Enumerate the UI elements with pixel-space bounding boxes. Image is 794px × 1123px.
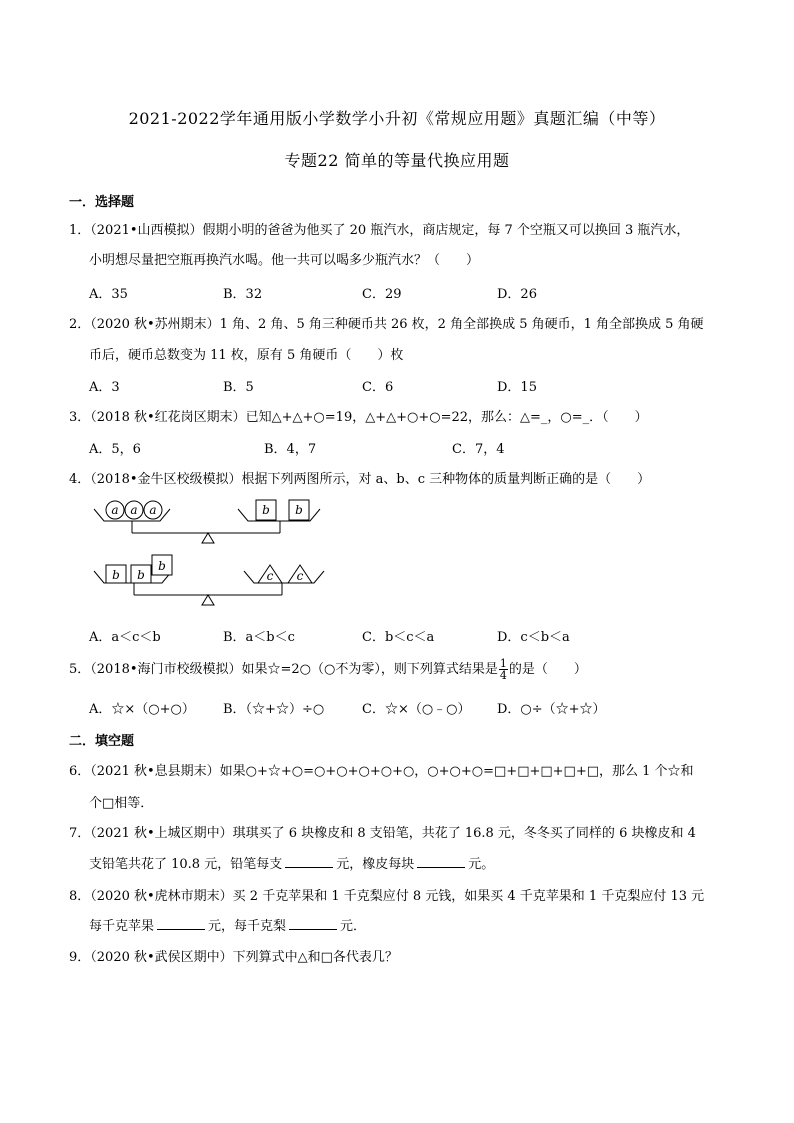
q2-option-b: B．5 [223,380,254,395]
scale2-left-label-3: b [158,559,166,573]
q7-text-c: 元。 [468,857,495,872]
q3-option-c: C．7，4 [452,442,505,457]
q8-text-a: 每千克苹果 [89,919,155,934]
scale2-right-label-1: c [266,569,274,583]
q2-line2: 币后，硬币总数变为 11 枚，原有 5 角硬币（ ）枚 [89,348,404,363]
q5-option-c: C．☆×（○﹣○） [362,702,471,717]
balance-scale-2 [94,555,324,605]
q5-fraction-numerator: 1 [499,657,507,670]
document-subtitle: 专题22 简单的等量代换应用题 [284,151,510,170]
scale1-right-label-2: b [295,503,303,517]
scale1-left-label-2: a [130,503,138,517]
q1-option-d: D．26 [497,287,537,302]
q7-eraser-price-blank[interactable] [417,855,465,868]
scale1-left-label-3: a [149,503,157,517]
section-choice-heading: 一．选择题 [69,195,135,210]
q5-line1 [69,658,587,681]
q5-text-before-fraction: 5．（2018•海门市校级模拟）如果☆=2○（○不为零），则下列算式结果是 [69,662,498,677]
q1-option-a: A．35 [89,287,128,302]
q1-line1: 1．（2021•山西模拟）假期小明的爸爸为他买了 20 瓶汽水，商店规定，每 7 个空瓶又可以换回 3 瓶汽水， [69,223,690,238]
q8-line2 [89,915,366,934]
q2-option-c: C．6 [362,380,394,395]
q3-line1: 3．（2018 秋•红花岗区期末）已知△+△+○=19，△+△+○+○=22，那么：△=_，○=_．（ ） [69,410,648,425]
scale1-right-label-1: b [262,503,270,517]
q7-text-b: 元，橡皮每块 [336,857,415,872]
q5-option-b: B．（☆+☆）÷○ [223,702,325,717]
q8-line1: 8．（2020 秋•虎林市期末）买 2 千克苹果和 1 千克梨应付 8 元钱，如果买 4 千克苹果和 1 千克梨应付 13 元 [69,889,705,904]
q2-line1: 2．（2020 秋•苏州期末）1 角、2 角、5 角三种硬币共 26 枚，2 角全部换成 5 角硬币，1 角全部换成 5 角硬 [69,317,704,332]
q4-option-c: C．b＜c＜a [362,630,435,645]
balance-scale-1 [94,500,320,543]
section-fill-heading: 二．填空题 [69,734,135,749]
q2-option-a: A．3 [89,380,120,395]
q6-line1: 6．（2021 秋•息县期末）如果○+☆+○=○+○+○+○+○，○+○+○=□+□+□+□+□，那么 1 个☆和 [69,764,694,779]
q1-option-b: B．32 [223,287,263,302]
scale2-left-label-1: b [112,568,120,582]
q3-option-b: B．4，7 [264,442,317,457]
q5-text-after-fraction: 的是（ ） [508,662,587,677]
q7-text-a: 支铅笔共花了 10.8 元，铅笔每支 [89,857,283,872]
scale1-left-label-1: a [111,503,119,517]
q5-option-d: D．○÷（☆+☆） [497,702,606,717]
q9-line1: 9．（2020 秋•武侯区期中）下列算式中△和□各代表几？ [69,950,398,965]
balance-scale-figures [90,493,330,613]
q7-line2 [89,853,494,872]
q8-text-c: 元． [340,919,367,934]
q8-apple-price-blank[interactable] [157,917,205,930]
q6-line2: 个□相等． [89,796,154,811]
q5-fraction [499,658,508,681]
q4-option-d: D．c＜b＜a [497,630,570,645]
q2-option-d: D．15 [497,380,537,395]
q4-option-a: A．a＜c＜b [89,630,161,645]
q5-fraction-denominator: 4 [499,669,507,682]
q1-option-c: C．29 [362,287,402,302]
q7-pencil-price-blank[interactable] [285,855,333,868]
q7-line1: 7．（2021 秋•上城区期中）琪琪买了 6 块橡皮和 8 支铅笔，共花了 16.8 元，冬冬买了同样的 6 块橡皮和 4 [69,826,696,841]
scale2-left-label-2: b [137,568,145,582]
q3-option-a: A．5，6 [89,442,141,457]
q4-line1: 4．（2018•金牛区校级模拟）根据下列两图所示，对 a、b、c 三种物体的质量判断正确的是（ ） [69,472,651,487]
q1-line2: 小明想尽量把空瓶再换汽水喝。他一共可以喝多少瓶汽水？（ ） [89,253,480,268]
document-title: 2021-2022学年通用版小学数学小升初《常规应用题》真题汇编（中等） [128,109,666,128]
q5-option-a: A．☆×（○+○） [89,702,195,717]
scale2-right-label-2: c [296,569,304,583]
q8-pear-price-blank[interactable] [289,917,337,930]
q4-option-b: B．a＜b＜c [223,630,295,645]
q8-text-b: 元，每千克梨 [208,919,287,934]
